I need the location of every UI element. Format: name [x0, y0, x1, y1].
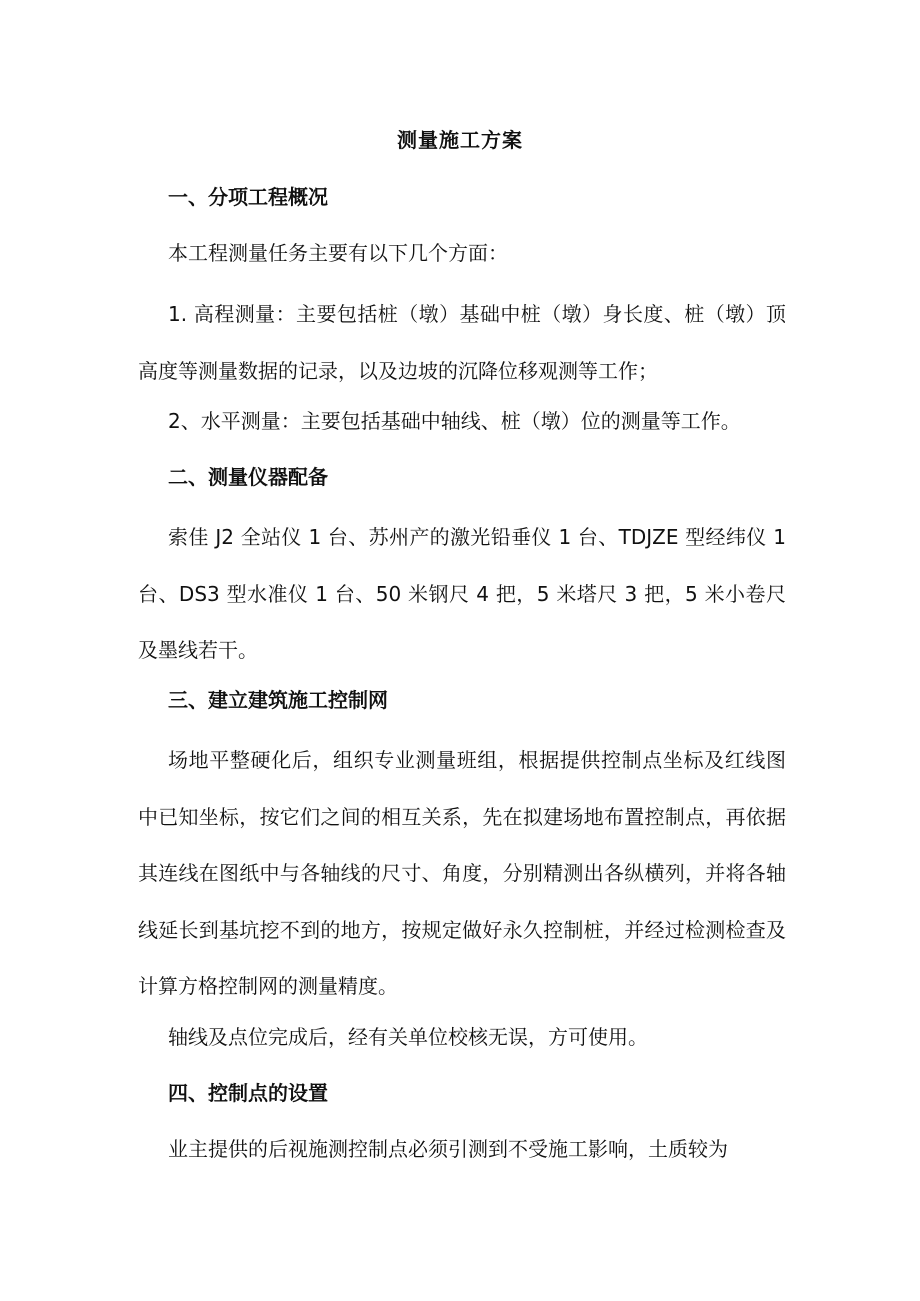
- section-2-equipment: 索佳 J2 全站仪 1 台、苏州产的激光铅垂仪 1 台、TDJZE 型经纬仪 1 台、DS3 型水准仪 1 台、50 米钢尺 4 把，5 米塔尺 3 把，5 米小卷尺及墨线若干。: [138, 525, 786, 662]
- section-3-verification: 轴线及点位完成后，经有关单位校核无误，方可使用。: [168, 1025, 648, 1049]
- section-heading-2: 二、测量仪器配备: [168, 465, 328, 489]
- section-3-control-network: 场地平整硬化后，组织专业测量班组，根据提供控制点坐标及红线图中已知坐标，按它们之间的相互关系，先在拟建场地布置控制点，再依据其连线在图纸中与各轴线的尺寸、角度，分别精测出各纵横列，并将各轴线延长到基坑挖不到的地方，按规定做好永久控制桩，并经过检测检查及计算方格控制网的测量精度。: [138, 748, 786, 998]
- section-heading-3: 三、建立建筑施工控制网: [168, 688, 388, 712]
- section-1-item-horizontal: 2、水平测量：主要包括基础中轴线、桩（墩）位的测量等工作。: [168, 409, 741, 433]
- document-title: 测量施工方案: [397, 128, 523, 152]
- section-heading-4: 四、控制点的设置: [168, 1081, 328, 1105]
- section-1-item-elevation: 1. 高程测量：主要包括桩（墩）基础中桩（墩）身长度、桩（墩）顶高度等测量数据的记录，以及边坡的沉降位移观测等工作；: [138, 302, 786, 383]
- section-heading-1: 一、分项工程概况: [168, 185, 328, 209]
- section-1-intro: 本工程测量任务主要有以下几个方面：: [168, 241, 508, 265]
- section-4-control-points: 业主提供的后视施测控制点必须引测到不受施工影响，土质较为: [168, 1137, 728, 1161]
